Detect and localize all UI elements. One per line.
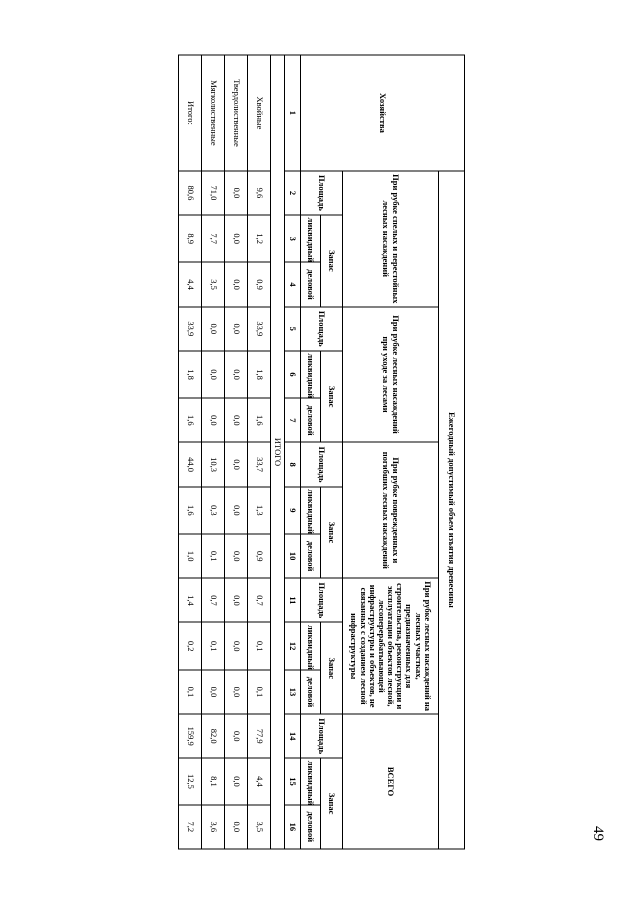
table-row (202, 55, 225, 849)
column-number: 11 (285, 578, 301, 622)
table-cell: 10,3 (202, 442, 225, 486)
table-cell: 0,0 (225, 670, 248, 714)
table-cell: 0,2 (179, 622, 202, 669)
table-cell: 0,7 (248, 578, 271, 622)
table-cell: 33,9 (179, 307, 202, 351)
table-cell: 0,0 (202, 670, 225, 714)
column-number: 7 (285, 398, 301, 442)
rotated-page (175, 55, 465, 850)
table-cell: 3,5 (248, 805, 271, 849)
table-cell: 3,5 (202, 262, 225, 306)
table-cell: 0,1 (179, 670, 202, 714)
table-cell: 0,0 (225, 171, 248, 215)
table-cell: 82,0 (202, 714, 225, 758)
header-liquid-5: ликвидный (301, 758, 321, 804)
table-cell: 0,0 (225, 398, 248, 442)
table-cell: 0,0 (225, 805, 248, 849)
table-cell: 0,0 (225, 351, 248, 398)
column-number: 8 (285, 442, 301, 486)
header-group-4: При рубке лесных насаждений на лесных участках, предназначенных для строительства, реконструкции и эксплуатации объектов лесной, лесоперерабатывающей инфраструктуры и объектов, не связанных с созданием лесной инфраструктуры (343, 578, 439, 714)
header-business-3: деловой (301, 534, 321, 578)
table-row (179, 55, 202, 849)
table-cell: 0,0 (225, 307, 248, 351)
header-business-1: деловой (301, 262, 321, 306)
column-number: 6 (285, 351, 301, 398)
header-area-5: Площадь (301, 714, 343, 758)
header-business-4: деловой (301, 670, 321, 714)
header-area-4: Площадь (301, 578, 343, 622)
table-cell: 1,8 (248, 351, 271, 398)
table-cell: 7,2 (179, 805, 202, 849)
table-cell: 0,0 (225, 578, 248, 622)
table-cell: 0,0 (202, 307, 225, 351)
data-rows (179, 55, 271, 849)
header-group-5: ВСЕГО (343, 714, 439, 849)
row-label: Хвойные (248, 55, 271, 171)
table-cell: 0,9 (248, 534, 271, 578)
table-cell: 0,1 (248, 670, 271, 714)
header-liquid-4: ликвидный (301, 622, 321, 669)
column-number: 14 (285, 714, 301, 758)
header-stock-1: Запас (321, 215, 343, 307)
table-cell: 0,0 (225, 215, 248, 262)
table-cell: 0,9 (248, 262, 271, 306)
header-main-title: Ежегодный допустимый объем изъятия древесины (439, 171, 465, 849)
table-cell: 1,3 (248, 487, 271, 534)
table-cell: 1,4 (179, 578, 202, 622)
table-cell: 4,4 (179, 262, 202, 306)
header-group-2: При рубке лесных насаждений при уходе за лесами (343, 307, 439, 443)
table-cell: 1,0 (179, 534, 202, 578)
table-cell: 4,4 (248, 758, 271, 804)
header-group-3: При рубке поврежденных и погибших лесных насаждений (343, 442, 439, 578)
row-label: Итого: (179, 55, 202, 171)
table-cell: 8,1 (202, 758, 225, 804)
header-area-2: Площадь (301, 307, 343, 351)
table-cell: 0,0 (202, 398, 225, 442)
column-number: 15 (285, 758, 301, 804)
header-stock-2: Запас (321, 351, 343, 443)
table-cell: 0,0 (225, 262, 248, 306)
table-cell: 7,7 (202, 215, 225, 262)
table-cell: 1,6 (248, 398, 271, 442)
table-cell: 44,0 (179, 442, 202, 486)
table-cell: 1,8 (179, 351, 202, 398)
table-cell: 1,2 (248, 215, 271, 262)
column-number: 16 (285, 805, 301, 849)
table-cell: 12,5 (179, 758, 202, 804)
column-number: 4 (285, 262, 301, 306)
table-cell: 71,0 (202, 171, 225, 215)
table-cell: 0,1 (248, 622, 271, 669)
header-area-3: Площадь (301, 442, 343, 486)
column-number: 2 (285, 171, 301, 215)
table-cell: 159,9 (179, 714, 202, 758)
column-number: 9 (285, 487, 301, 534)
row-label: Мягколиственные (202, 55, 225, 171)
table-cell: 0,7 (202, 578, 225, 622)
table-cell: 0,0 (225, 442, 248, 486)
column-number: 12 (285, 622, 301, 669)
header-liquid-3: ликвидный (301, 487, 321, 534)
header-liquid-2: ликвидный (301, 351, 321, 398)
table-cell: 0,0 (225, 622, 248, 669)
page-number: 49 (590, 826, 606, 841)
header-business-5: деловой (301, 805, 321, 849)
table-cell: 0,1 (202, 622, 225, 669)
section-title: ИТОГО (271, 55, 285, 849)
table-cell: 9,6 (248, 171, 271, 215)
header-stock-5: Запас (321, 758, 343, 849)
header-liquid-1: ликвидный (301, 215, 321, 262)
column-number: 5 (285, 307, 301, 351)
table-row (225, 55, 248, 849)
column-numbers-row (285, 55, 301, 849)
table-cell: 0,0 (225, 714, 248, 758)
column-number: 1 (285, 55, 301, 171)
header-farms: Хозяйства (301, 55, 465, 171)
column-number: 10 (285, 534, 301, 578)
table-cell: 0,0 (225, 534, 248, 578)
table-cell: 1,6 (179, 398, 202, 442)
table-cell: 33,9 (248, 307, 271, 351)
header-group-1: При рубке спелых и перестойных лесных насаждений (343, 171, 439, 307)
table-row (248, 55, 271, 849)
table-cell: 0,0 (202, 351, 225, 398)
table-cell: 33,7 (248, 442, 271, 486)
header-stock-3: Запас (321, 487, 343, 579)
header-area-1: Площадь (301, 171, 343, 215)
header-business-2: деловой (301, 398, 321, 442)
table-cell: 1,6 (179, 487, 202, 534)
table-cell: 3,6 (202, 805, 225, 849)
row-label: Твердолиственные (225, 55, 248, 171)
table-cell: 0,3 (202, 487, 225, 534)
table-cell: 80,6 (179, 171, 202, 215)
table-cell: 77,9 (248, 714, 271, 758)
allowable-cut-table (178, 55, 465, 850)
table-cell: 8,9 (179, 215, 202, 262)
table-cell: 0,0 (225, 487, 248, 534)
column-number: 13 (285, 670, 301, 714)
table-cell: 0,0 (225, 758, 248, 804)
header-stock-4: Запас (321, 622, 343, 714)
column-number: 3 (285, 215, 301, 262)
table-cell: 0,1 (202, 534, 225, 578)
